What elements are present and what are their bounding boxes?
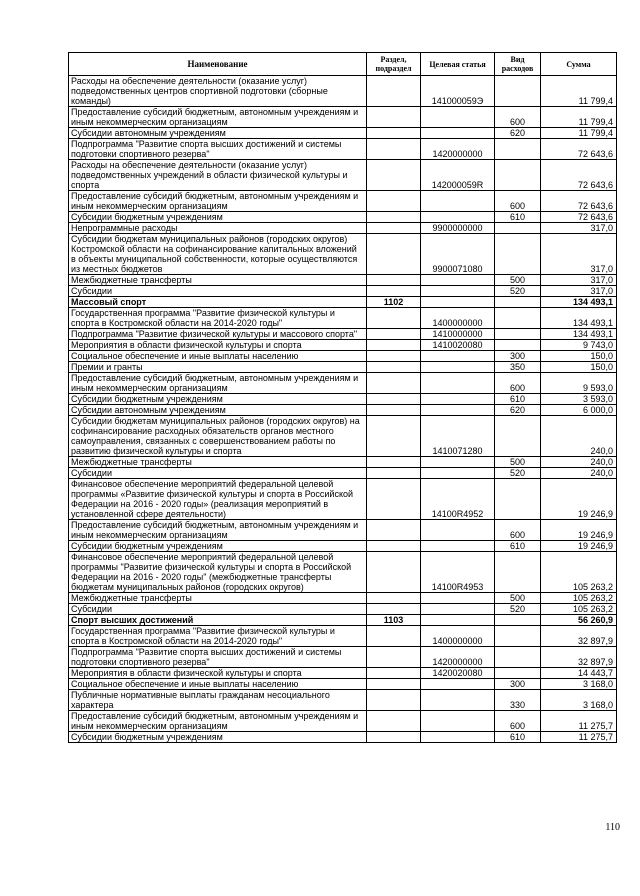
row-section bbox=[367, 593, 421, 604]
row-name: Субсидии бюджетным учреждениям bbox=[69, 541, 367, 552]
row-name: Субсидии бюджетам муниципальных районов (городских округов) Костромской области на софинансирование капитальных вложений в объекты муниципальной собственности, которые осуществляются из местных бюджетов bbox=[69, 234, 367, 275]
table-row bbox=[69, 308, 617, 329]
table-row bbox=[69, 107, 617, 128]
table-row bbox=[69, 690, 617, 711]
row-target bbox=[421, 593, 495, 604]
row-expense-type: 350 bbox=[495, 362, 541, 373]
row-target: 1420000000 bbox=[421, 139, 495, 160]
table-row bbox=[69, 468, 617, 479]
row-name: Субсидии bbox=[69, 286, 367, 297]
table-row bbox=[69, 191, 617, 212]
row-name: Предоставление субсидий бюджетным, автономным учреждениям и иным некоммерческим организациям bbox=[69, 373, 367, 394]
row-sum: 6 000,0 bbox=[541, 405, 617, 416]
header-type: Вид расходов bbox=[495, 53, 541, 76]
row-sum: 105 263,2 bbox=[541, 593, 617, 604]
row-target: 1420000000 bbox=[421, 647, 495, 668]
row-section bbox=[367, 191, 421, 212]
row-expense-type: 520 bbox=[495, 286, 541, 297]
row-target: 14100R4953 bbox=[421, 552, 495, 593]
row-section bbox=[367, 128, 421, 139]
row-sum: 11 799,4 bbox=[541, 76, 617, 107]
row-section bbox=[367, 351, 421, 362]
row-name: Государственная программа "Развитие физической культуры и спорта в Костромской области на 2014-2020 годы" bbox=[69, 308, 367, 329]
row-name: Расходы на обеспечение деятельности (оказание услуг) подведомственных учреждений в области физической культуры и спорта bbox=[69, 160, 367, 191]
row-expense-type bbox=[495, 223, 541, 234]
table-row bbox=[69, 626, 617, 647]
row-sum: 9 593,0 bbox=[541, 373, 617, 394]
row-name: Социальное обеспечение и иные выплаты населению bbox=[69, 679, 367, 690]
row-target bbox=[421, 286, 495, 297]
row-expense-type bbox=[495, 329, 541, 340]
row-name: Массовый спорт bbox=[69, 297, 367, 308]
row-expense-type: 600 bbox=[495, 520, 541, 541]
row-section bbox=[367, 76, 421, 107]
row-target: 1410000000 bbox=[421, 329, 495, 340]
row-expense-type: 620 bbox=[495, 128, 541, 139]
row-target: 1400000000 bbox=[421, 308, 495, 329]
table-row bbox=[69, 275, 617, 286]
row-name: Предоставление субсидий бюджетным, автономным учреждениям и иным некоммерческим организациям bbox=[69, 107, 367, 128]
row-target bbox=[421, 394, 495, 405]
row-section bbox=[367, 223, 421, 234]
row-sum: 19 246,9 bbox=[541, 541, 617, 552]
row-sum: 19 246,9 bbox=[541, 479, 617, 520]
row-target bbox=[421, 275, 495, 286]
row-name: Публичные нормативные выплаты гражданам несоциального характера bbox=[69, 690, 367, 711]
row-sum: 11 799,4 bbox=[541, 128, 617, 139]
row-name: Субсидии бюджетным учреждениям bbox=[69, 212, 367, 223]
row-sum: 72 643,6 bbox=[541, 212, 617, 223]
row-sum: 150,0 bbox=[541, 362, 617, 373]
row-sum: 240,0 bbox=[541, 468, 617, 479]
table-row bbox=[69, 362, 617, 373]
row-expense-type bbox=[495, 626, 541, 647]
row-expense-type bbox=[495, 234, 541, 275]
row-expense-type: 520 bbox=[495, 604, 541, 615]
table-row bbox=[69, 615, 617, 626]
row-target bbox=[421, 541, 495, 552]
row-sum: 14 443,7 bbox=[541, 668, 617, 679]
budget-table bbox=[68, 52, 617, 743]
row-expense-type bbox=[495, 552, 541, 593]
table-row bbox=[69, 329, 617, 340]
row-target: 1400000000 bbox=[421, 626, 495, 647]
header-target: Целевая статья bbox=[421, 53, 495, 76]
row-target: 9900071080 bbox=[421, 234, 495, 275]
row-target bbox=[421, 732, 495, 743]
row-target: 142000059R bbox=[421, 160, 495, 191]
table-row bbox=[69, 394, 617, 405]
row-sum: 317,0 bbox=[541, 234, 617, 275]
row-sum: 240,0 bbox=[541, 457, 617, 468]
row-section bbox=[367, 679, 421, 690]
row-sum: 11 275,7 bbox=[541, 711, 617, 732]
row-target bbox=[421, 711, 495, 732]
row-name: Премии и гранты bbox=[69, 362, 367, 373]
row-name: Предоставление субсидий бюджетным, автономным учреждениям и иным некоммерческим организациям bbox=[69, 711, 367, 732]
row-target bbox=[421, 468, 495, 479]
row-section bbox=[367, 362, 421, 373]
row-name: Спорт высших достижений bbox=[69, 615, 367, 626]
row-section bbox=[367, 340, 421, 351]
row-section bbox=[367, 329, 421, 340]
row-section bbox=[367, 468, 421, 479]
row-sum: 317,0 bbox=[541, 223, 617, 234]
row-target bbox=[421, 351, 495, 362]
row-section bbox=[367, 234, 421, 275]
row-target bbox=[421, 107, 495, 128]
table-row bbox=[69, 234, 617, 275]
row-target: 141000059Э bbox=[421, 76, 495, 107]
row-section bbox=[367, 604, 421, 615]
row-expense-type bbox=[495, 139, 541, 160]
row-expense-type: 600 bbox=[495, 107, 541, 128]
row-expense-type: 300 bbox=[495, 351, 541, 362]
row-target bbox=[421, 405, 495, 416]
row-expense-type bbox=[495, 615, 541, 626]
row-expense-type bbox=[495, 668, 541, 679]
row-expense-type: 500 bbox=[495, 457, 541, 468]
row-expense-type bbox=[495, 76, 541, 107]
row-sum: 3 593,0 bbox=[541, 394, 617, 405]
row-name: Финансовое обеспечение мероприятий федеральной целевой программы «Развитие физической культуры и спорта в Российской Федерации на 2016 - 2020 годы» (реализация мероприятий в установленной сфере деятельности) bbox=[69, 479, 367, 520]
row-sum: 72 643,6 bbox=[541, 191, 617, 212]
row-expense-type: 610 bbox=[495, 212, 541, 223]
row-target bbox=[421, 520, 495, 541]
table-row bbox=[69, 668, 617, 679]
row-sum: 3 168,0 bbox=[541, 679, 617, 690]
row-name: Подпрограмма "Развитие спорта высших достижений и системы подготовки спортивного резерва" bbox=[69, 139, 367, 160]
row-section bbox=[367, 690, 421, 711]
row-sum: 150,0 bbox=[541, 351, 617, 362]
row-expense-type: 520 bbox=[495, 468, 541, 479]
row-sum: 134 493,1 bbox=[541, 308, 617, 329]
row-name: Субсидии бюджетам муниципальных районов (городских округов) на софинансирование расходных обязательств органов местного самоуправления, связанных с совершенствованием работы по развитию физической культуры и спорта bbox=[69, 416, 367, 457]
row-expense-type: 610 bbox=[495, 732, 541, 743]
row-section bbox=[367, 405, 421, 416]
row-name: Социальное обеспечение и иные выплаты населению bbox=[69, 351, 367, 362]
table-row bbox=[69, 160, 617, 191]
row-target bbox=[421, 362, 495, 373]
row-name: Государственная программа "Развитие физической культуры и спорта в Костромской области на 2014-2020 годы" bbox=[69, 626, 367, 647]
row-expense-type bbox=[495, 416, 541, 457]
row-section bbox=[367, 668, 421, 679]
row-sum: 317,0 bbox=[541, 286, 617, 297]
row-sum: 72 643,6 bbox=[541, 160, 617, 191]
row-expense-type: 610 bbox=[495, 394, 541, 405]
row-target: 9900000000 bbox=[421, 223, 495, 234]
row-name: Мероприятия в области физической культуры и спорта bbox=[69, 668, 367, 679]
row-target bbox=[421, 297, 495, 308]
row-expense-type: 600 bbox=[495, 711, 541, 732]
row-expense-type: 620 bbox=[495, 405, 541, 416]
header-section: Раздел, подраздел bbox=[367, 53, 421, 76]
table-row bbox=[69, 457, 617, 468]
row-name: Субсидии бюджетным учреждениям bbox=[69, 394, 367, 405]
row-section bbox=[367, 308, 421, 329]
row-expense-type bbox=[495, 647, 541, 668]
row-section bbox=[367, 212, 421, 223]
row-name: Подпрограмма "Развитие спорта высших достижений и системы подготовки спортивного резерва" bbox=[69, 647, 367, 668]
table-row bbox=[69, 405, 617, 416]
row-sum: 9 743,0 bbox=[541, 340, 617, 351]
table-body bbox=[69, 76, 617, 743]
row-name: Подпрограмма "Развитие физической культуры и массового спорта" bbox=[69, 329, 367, 340]
row-section: 1103 bbox=[367, 615, 421, 626]
table-row bbox=[69, 351, 617, 362]
row-sum: 3 168,0 bbox=[541, 690, 617, 711]
row-section bbox=[367, 520, 421, 541]
row-name: Предоставление субсидий бюджетным, автономным учреждениям и иным некоммерческим организациям bbox=[69, 520, 367, 541]
row-sum: 32 897,9 bbox=[541, 626, 617, 647]
row-sum: 11 275,7 bbox=[541, 732, 617, 743]
row-target bbox=[421, 679, 495, 690]
row-section: 1102 bbox=[367, 297, 421, 308]
row-expense-type bbox=[495, 308, 541, 329]
row-sum: 72 643,6 bbox=[541, 139, 617, 160]
row-section bbox=[367, 275, 421, 286]
table-row bbox=[69, 286, 617, 297]
row-name: Межбюджетные трансферты bbox=[69, 457, 367, 468]
row-target: 1410071280 bbox=[421, 416, 495, 457]
row-section bbox=[367, 711, 421, 732]
row-section bbox=[367, 541, 421, 552]
row-name: Финансовое обеспечение мероприятий федеральной целевой программы "Развитие физической культуры и спорта в Российской Федерации на 2016 - 2020 годы" (межбюджетные трансферты бюджетам муниципальных районов (городских округов) bbox=[69, 552, 367, 593]
row-sum: 240,0 bbox=[541, 416, 617, 457]
row-sum: 105 263,2 bbox=[541, 552, 617, 593]
row-expense-type: 500 bbox=[495, 593, 541, 604]
table-row bbox=[69, 373, 617, 394]
table-row bbox=[69, 340, 617, 351]
row-name: Межбюджетные трансферты bbox=[69, 275, 367, 286]
row-sum: 105 263,2 bbox=[541, 604, 617, 615]
row-section bbox=[367, 394, 421, 405]
row-name: Расходы на обеспечение деятельности (оказание услуг) подведомственных центров спортивной подготовки (сборные команды) bbox=[69, 76, 367, 107]
row-expense-type bbox=[495, 297, 541, 308]
row-sum: 134 493,1 bbox=[541, 329, 617, 340]
header-sum: Сумма bbox=[541, 53, 617, 76]
table-row bbox=[69, 711, 617, 732]
row-name: Мероприятия в области физической культуры и спорта bbox=[69, 340, 367, 351]
row-target bbox=[421, 128, 495, 139]
table-row bbox=[69, 552, 617, 593]
table-header-row bbox=[69, 53, 617, 76]
row-name: Межбюджетные трансферты bbox=[69, 593, 367, 604]
table-row bbox=[69, 520, 617, 541]
table-row bbox=[69, 732, 617, 743]
row-expense-type: 500 bbox=[495, 275, 541, 286]
row-section bbox=[367, 457, 421, 468]
table-row bbox=[69, 76, 617, 107]
table-row bbox=[69, 416, 617, 457]
table-row bbox=[69, 679, 617, 690]
row-section bbox=[367, 373, 421, 394]
row-name: Субсидии автономным учреждениям bbox=[69, 405, 367, 416]
row-sum: 56 260,9 bbox=[541, 615, 617, 626]
row-section bbox=[367, 479, 421, 520]
row-expense-type bbox=[495, 479, 541, 520]
row-name: Субсидии bbox=[69, 468, 367, 479]
row-sum: 317,0 bbox=[541, 275, 617, 286]
row-target: 14100R4952 bbox=[421, 479, 495, 520]
table-row bbox=[69, 139, 617, 160]
budget-document bbox=[68, 52, 616, 743]
header-name: Наименование bbox=[69, 53, 367, 76]
row-section bbox=[367, 107, 421, 128]
table-row bbox=[69, 128, 617, 139]
row-target bbox=[421, 604, 495, 615]
row-section bbox=[367, 416, 421, 457]
row-expense-type bbox=[495, 340, 541, 351]
row-name: Субсидии автономным учреждениям bbox=[69, 128, 367, 139]
row-sum: 11 799,4 bbox=[541, 107, 617, 128]
table-row bbox=[69, 297, 617, 308]
row-target bbox=[421, 191, 495, 212]
row-expense-type: 300 bbox=[495, 679, 541, 690]
row-section bbox=[367, 647, 421, 668]
row-target bbox=[421, 615, 495, 626]
table-row bbox=[69, 593, 617, 604]
page-number: 110 bbox=[605, 822, 620, 833]
row-section bbox=[367, 732, 421, 743]
row-name: Предоставление субсидий бюджетным, автономным учреждениям и иным некоммерческим организациям bbox=[69, 191, 367, 212]
row-section bbox=[367, 626, 421, 647]
row-target bbox=[421, 373, 495, 394]
row-expense-type: 330 bbox=[495, 690, 541, 711]
row-sum: 32 897,9 bbox=[541, 647, 617, 668]
table-row bbox=[69, 541, 617, 552]
table-row bbox=[69, 223, 617, 234]
row-expense-type bbox=[495, 160, 541, 191]
row-target bbox=[421, 212, 495, 223]
row-sum: 134 493,1 bbox=[541, 297, 617, 308]
row-section bbox=[367, 139, 421, 160]
table-row bbox=[69, 604, 617, 615]
row-expense-type: 610 bbox=[495, 541, 541, 552]
row-target bbox=[421, 690, 495, 711]
row-expense-type: 600 bbox=[495, 191, 541, 212]
row-name: Непрограммные расходы bbox=[69, 223, 367, 234]
table-row bbox=[69, 647, 617, 668]
row-name: Субсидии бюджетным учреждениям bbox=[69, 732, 367, 743]
row-section bbox=[367, 552, 421, 593]
row-target: 1410020080 bbox=[421, 340, 495, 351]
row-sum: 19 246,9 bbox=[541, 520, 617, 541]
row-target bbox=[421, 457, 495, 468]
row-expense-type: 600 bbox=[495, 373, 541, 394]
table-row bbox=[69, 479, 617, 520]
row-name: Субсидии bbox=[69, 604, 367, 615]
table-row bbox=[69, 212, 617, 223]
row-target: 1420020080 bbox=[421, 668, 495, 679]
row-section bbox=[367, 286, 421, 297]
row-section bbox=[367, 160, 421, 191]
